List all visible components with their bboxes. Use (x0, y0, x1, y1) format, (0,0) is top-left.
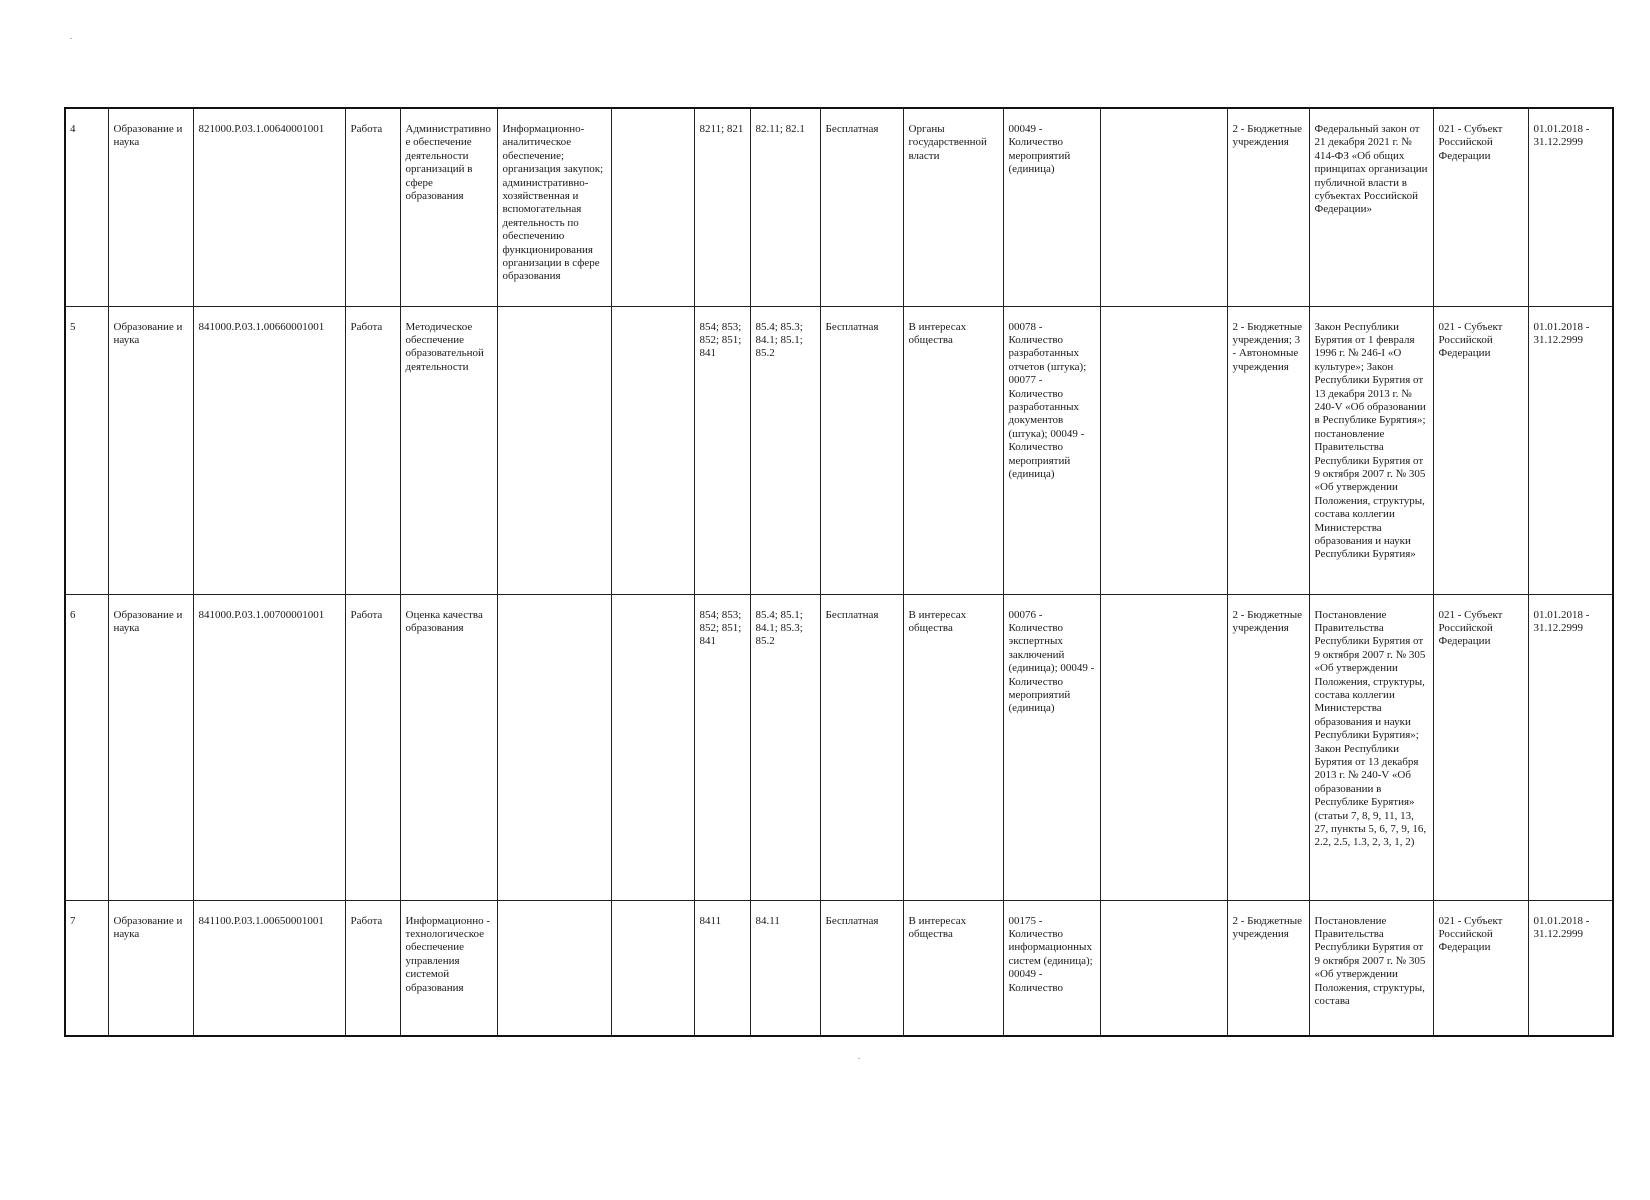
okved-codes: 84.11 (750, 900, 820, 1036)
empty-cell (611, 306, 694, 594)
legal-basis: Постановление Правительства Республики Бурятия от 9 октября 2007 г. № 305 «Об утверждении Положения, структуры, состава коллегии Министерства образования и науки Республики Бурятия»; Закон Республики Бурятия от 13 декабря 2013 г. № 240-V «Об образовании в Республике Бурятия» (статьи 7, 8, 9, 11, 13, 27, пункты 5, 6, 7, 9, 16, 2.2, 2.5, 1.3, 2, 3, 1, 2) (1309, 594, 1433, 900)
work-name: Методическое обеспечение образовательной деятельности (400, 306, 497, 594)
okved-codes: 82.11; 82.1 (750, 108, 820, 306)
institution-types: 2 - Бюджетные учреждения (1227, 594, 1309, 900)
institution-types: 2 - Бюджетные учреждения (1227, 900, 1309, 1036)
table-row (65, 108, 1613, 306)
registry-table (64, 107, 1614, 1037)
registry-code: 841100.Р.03.1.00650001001 (193, 900, 345, 1036)
legal-basis: Постановление Правительства Республики Бурятия от 9 октября 2007 г. № 305 «Об утверждении Положения, структуры, состава (1309, 900, 1433, 1036)
empty-cell (611, 900, 694, 1036)
service-sphere: Образование и наука (108, 306, 193, 594)
payment-type: Бесплатная (820, 108, 903, 306)
empty-cell (1100, 900, 1227, 1036)
work-content (497, 306, 611, 594)
row-number: 5 (65, 306, 108, 594)
table-row (65, 594, 1613, 900)
institution-types: 2 - Бюджетные учреждения (1227, 108, 1309, 306)
service-sphere: Образование и наука (108, 900, 193, 1036)
okpd-codes: 854; 853; 852; 851; 841 (694, 594, 750, 900)
service-sphere: Образование и наука (108, 594, 193, 900)
payment-type: Бесплатная (820, 900, 903, 1036)
okpd-codes: 8411 (694, 900, 750, 1036)
consumer-category: Органы государственной власти (903, 108, 1003, 306)
row-number: 4 (65, 108, 108, 306)
work-name: Административное обеспечение деятельности организаций в сфере образования (400, 108, 497, 306)
row-number: 7 (65, 900, 108, 1036)
registry-code: 821000.Р.03.1.00640001001 (193, 108, 345, 306)
consumer-category: В интересах общества (903, 900, 1003, 1036)
volume-indicators: 00078 - Количество разработанных отчетов (штука); 00077 - Количество разработанных документов (штука); 00049 - Количество мероприятий (единица) (1003, 306, 1100, 594)
empty-cell (1100, 108, 1227, 306)
registry-code: 841000.Р.03.1.00660001001 (193, 306, 345, 594)
empty-cell (1100, 306, 1227, 594)
authority-level: 021 - Субъект Российской Федерации (1433, 108, 1528, 306)
validity-period: 01.01.2018 - 31.12.2999 (1528, 900, 1613, 1036)
consumer-category: В интересах общества (903, 306, 1003, 594)
validity-period: 01.01.2018 - 31.12.2999 (1528, 306, 1613, 594)
legal-basis: Закон Республики Бурятия от 1 февраля 1996 г. № 246-I «О культуре»; Закон Республики Бурятия от 13 декабря 2013 г. № 240-V «Об образовании в Республике Бурятия»; постановление Правительства Республики Бурятия от 9 октября 2007 г. № 305 «Об утверждении Положения, структуры, состава коллегии Министерства образования и науки Республики Бурятия» (1309, 306, 1433, 594)
volume-indicators: 00076 - Количество экспертных заключений (единица); 00049 - Количество мероприятий (единица) (1003, 594, 1100, 900)
table-row (65, 306, 1613, 594)
validity-period: 01.01.2018 - 31.12.2999 (1528, 108, 1613, 306)
consumer-category: В интересах общества (903, 594, 1003, 900)
institution-types: 2 - Бюджетные учреждения; 3 - Автономные учреждения (1227, 306, 1309, 594)
work-content (497, 594, 611, 900)
table-row (65, 900, 1613, 1036)
okpd-codes: 8211; 821 (694, 108, 750, 306)
payment-type: Бесплатная (820, 594, 903, 900)
payment-type: Бесплатная (820, 306, 903, 594)
work-name: Информационно - технологическое обеспечение управления системой образования (400, 900, 497, 1036)
volume-indicators: 00175 - Количество информационных систем (единица); 00049 - Количество (1003, 900, 1100, 1036)
legal-basis: Федеральный закон от 21 декабря 2021 г. № 414-ФЗ «Об общих принципах организации публичной власти в субъектах Российской Федерации» (1309, 108, 1433, 306)
registry-code: 841000.Р.03.1.00700001001 (193, 594, 345, 900)
work-name: Оценка качества образования (400, 594, 497, 900)
service-type: Работа (345, 900, 400, 1036)
service-type: Работа (345, 108, 400, 306)
validity-period: 01.01.2018 - 31.12.2999 (1528, 594, 1613, 900)
okved-codes: 85.4; 85.3; 84.1; 85.1; 85.2 (750, 306, 820, 594)
empty-cell (611, 594, 694, 900)
scan-speck (70, 38, 72, 39)
okpd-codes: 854; 853; 852; 851; 841 (694, 306, 750, 594)
service-type: Работа (345, 594, 400, 900)
empty-cell (1100, 594, 1227, 900)
authority-level: 021 - Субъект Российской Федерации (1433, 306, 1528, 594)
empty-cell (611, 108, 694, 306)
work-content (497, 900, 611, 1036)
authority-level: 021 - Субъект Российской Федерации (1433, 594, 1528, 900)
work-content: Информационно-аналитическое обеспечение; организация закупок; административно-хозяйственная и вспомогательная деятельность по обеспечению функционирования организации в сфере образования (497, 108, 611, 306)
volume-indicators: 00049 - Количество мероприятий (единица) (1003, 108, 1100, 306)
service-sphere: Образование и наука (108, 108, 193, 306)
row-number: 6 (65, 594, 108, 900)
service-type: Работа (345, 306, 400, 594)
okved-codes: 85.4; 85.1; 84.1; 85.3; 85.2 (750, 594, 820, 900)
registry-sheet (64, 107, 1612, 1045)
scan-speck (858, 1058, 860, 1059)
authority-level: 021 - Субъект Российской Федерации (1433, 900, 1528, 1036)
